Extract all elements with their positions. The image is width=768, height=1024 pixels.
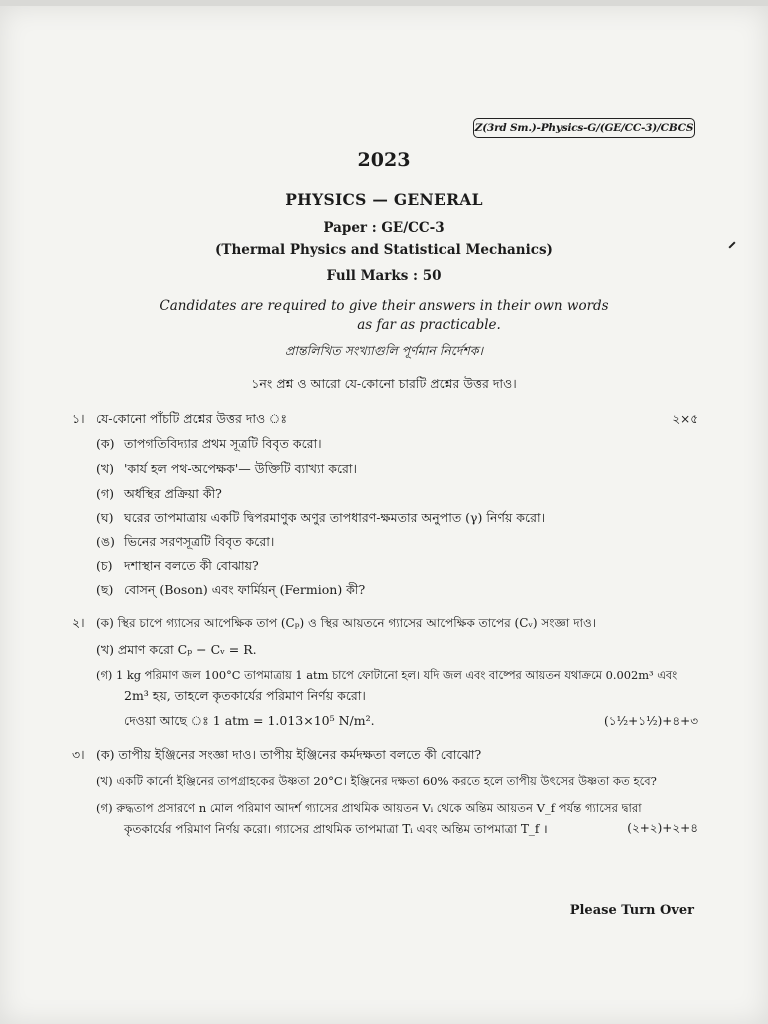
q3-part-a: (ক) তাপীয় ইঞ্জিনের সংজ্ঞা দাও। তাপীয় ইঞ্জিনের কর্মদক্ষতা বলতে কী বোঝো? (96, 747, 482, 762)
q1-marks: ২×৫ (672, 412, 698, 426)
q1-text: যে-কোনো পাঁচটি প্রশ্নের উত্তর দাও ঃ (96, 411, 288, 426)
q1-item: (খ) 'কার্য হল পথ-অপেক্ষক'— উক্তিটি ব্যাখ্যা করো। (96, 461, 357, 476)
q3-marks: (২+২)+২+৪ (627, 821, 698, 835)
q3-number: ৩। (72, 747, 85, 762)
full-marks: Full Marks : 50 (326, 268, 442, 284)
q1-number: ১। (72, 411, 85, 426)
exam-page (0, 6, 768, 1024)
q3-part-c-line2: কৃতকার্যের পরিমাণ নির্ণয় করো। গ্যাসের প্রাথমিক তাপমাত্রা Tᵢ এবং অন্তিম তাপমাত্রা T_f । (124, 822, 548, 836)
q3-part-b: (খ) একটি কার্নো ইঞ্জিনের তাপগ্রাহকের উষ্ণতা 20°C। ইঞ্জিনের দক্ষতা 60% করতে হলে তাপীয় উৎসের উষ্ণতা কত হবে? (96, 774, 657, 788)
please-turn-over: Please Turn Over (569, 903, 694, 918)
q2-given: দেওয়া আছে ঃ 1 atm = 1.013×10⁵ N/m². (124, 713, 375, 728)
paper-number: Paper : GE/CC-3 (323, 220, 445, 236)
instructions (0, 297, 768, 335)
paper-code: Z(3rd Sm.)-Physics-G/(GE/CC-3)/CBCS (473, 118, 695, 138)
q1-item: (ঘ) ঘরের তাপমাত্রায় একটি দ্বিপরমাণুক অণুর তাপধারণ-ক্ষমতার অনুপাত (γ) নির্ণয় করো। (96, 510, 546, 525)
q1-item: (গ) অর্ধস্থির প্রক্রিয়া কী? (96, 486, 222, 501)
q2-part-c-line1: (গ) 1 kg পরিমাণ জল 100°C তাপমাত্রায় 1 atm চাপে ফোটানো হল। যদি জল এবং বাষ্পের আয়তন যথাক্রমে 0.002m³ এবং (96, 668, 678, 682)
exam-year: 2023 (357, 149, 411, 171)
margin-note: প্রান্তলিখিত সংখ্যাগুলি পূর্ণমান নির্দেশক। (285, 343, 483, 358)
answer-instruction: ১নং প্রশ্ন ও আরো যে-কোনো চারটি প্রশ্নের উত্তর দাও। (251, 376, 517, 391)
q2-part-b: (খ) প্রমাণ করো Cₚ − Cᵥ = R. (96, 642, 257, 657)
q2-part-a: (ক) স্থির চাপে গ্যাসের আপেক্ষিক তাপ (Cₚ) ও স্থির আয়তনে গ্যাসের আপেক্ষিক তাপের (Cᵥ) সংজ্ঞা দাও। (96, 616, 597, 630)
paper-topic: (Thermal Physics and Statistical Mechanics) (215, 242, 553, 258)
q3-part-c-line1: (গ) রুদ্ধতাপ প্রসারণে n মোল পরিমাণ আদর্শ গ্যাসের প্রাথমিক আয়তন Vᵢ থেকে অন্তিম আয়তন V_f পর্যন্ত গ্যাসের দ্বারা (96, 801, 642, 815)
q1-item: (ক) তাপগতিবিদ্যার প্রথম সূত্রটি বিবৃত করো। (96, 436, 322, 451)
q1-item: (চ) দশাস্থান বলতে কী বোঝায়? (96, 558, 259, 573)
q1-item: (ছ) বোসন্ (Boson) এবং ফার্মিয়ন্ (Fermion) কী? (96, 582, 366, 597)
subject-title: PHYSICS — GENERAL (285, 190, 483, 209)
q2-marks: (১½+১½)+৪+৩ (604, 714, 698, 728)
instruction-line-2: as far as practicable. (357, 317, 501, 333)
q2-part-c-line2: 2m³ হয়, তাহলে কৃতকার্যের পরিমাণ নির্ণয় করো। (124, 688, 366, 703)
instruction-line-1: Candidates are required to give their answers in their own words (159, 298, 609, 314)
q1-item: (ঙ) ভিনের সরণসূত্রটি বিবৃত করো। (96, 534, 275, 549)
q2-number: ২। (72, 615, 85, 630)
